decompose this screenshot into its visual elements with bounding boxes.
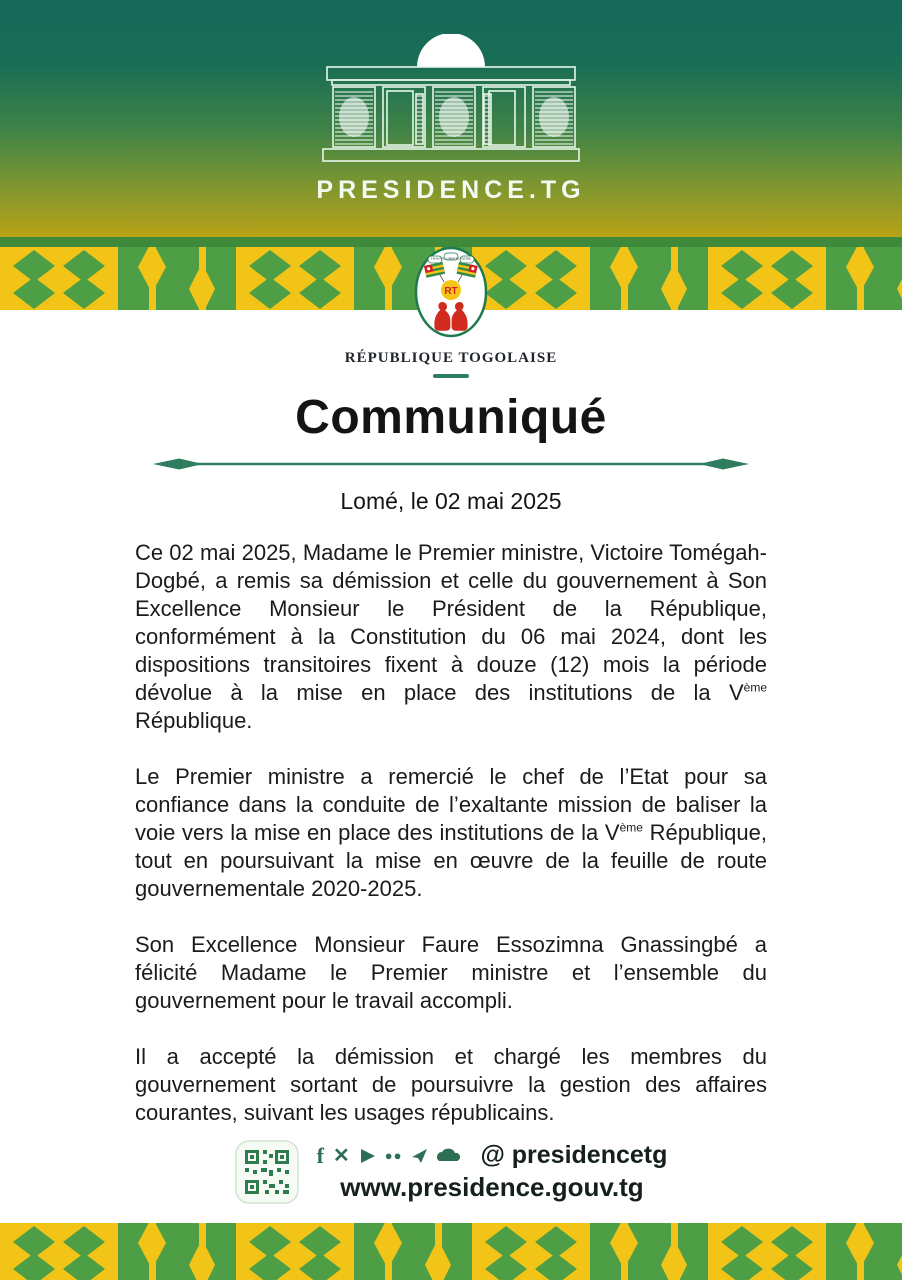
title-divider — [151, 455, 751, 473]
emblem-motto: TRAVAIL LIBERTÉ PATRIE — [430, 256, 472, 261]
header-banner — [0, 0, 902, 237]
togo-coat-of-arms-icon — [414, 246, 488, 338]
republic-label: RÉPUBLIQUE TOGOLAISE — [344, 350, 558, 366]
paragraph: Il a accepté la démission et chargé les membres du gouvernement sortant de poursuivre la gestion des affaires courantes, suivant les usages républicains. — [135, 1044, 767, 1125]
footer — [0, 1140, 902, 1204]
document-body — [0, 256, 902, 1127]
presidential-palace-icon — [321, 34, 581, 166]
dateline: Lomé, le 02 mai 2025 — [340, 488, 562, 514]
republic-underline — [433, 374, 469, 378]
body-paragraphs — [135, 539, 767, 1127]
emblem-initials: RT — [444, 285, 458, 297]
paragraph: Son Excellence Monsieur Faure Essozimna Gnassingbé a félicité Madame le Premier ministre et l’ensemble du gouvernement pour le travail accompli. — [135, 932, 767, 1013]
telegram-icon — [411, 1148, 428, 1164]
paragraph: Ce 02 mai 2025, Madame le Premier ministre, Victoire Tomégah-Dogbé, a remis sa démission et celle du gouvernement à Son Excellence Monsieur le Président de la République, conformément à la Constitution du 06 mai 2024, dont les dispositions transitoires fixent à douze (12) mois la période dévolue à la mise en place des institutions de la Vème République. — [135, 540, 767, 733]
paragraph: Le Premier ministre a remercié le chef de l’Etat pour sa confiance dans la conduite de l’exaltante mission de baliser la voie vers la mise en place des institutions de la Vème République, tout en poursuivant la mise en œuvre de la feuille de route gouvernementale 2020-2025. — [135, 764, 767, 901]
qr-code — [235, 1140, 299, 1204]
site-label: PRESIDENCE.TG — [316, 176, 586, 204]
document-title: Communiqué — [295, 391, 607, 444]
soundcloud-icon — [437, 1148, 463, 1164]
x-icon: ✕ — [332, 1145, 350, 1167]
youtube-icon — [359, 1148, 376, 1164]
website-url: www.presidence.gouv.tg — [340, 1172, 644, 1202]
social-handle: @ presidencetg — [480, 1141, 668, 1169]
kente-band-bottom — [0, 1223, 902, 1280]
social-icons-row — [317, 1141, 668, 1170]
facebook-icon: f — [316, 1142, 324, 1168]
flickr-icon: ●● — [384, 1148, 403, 1163]
